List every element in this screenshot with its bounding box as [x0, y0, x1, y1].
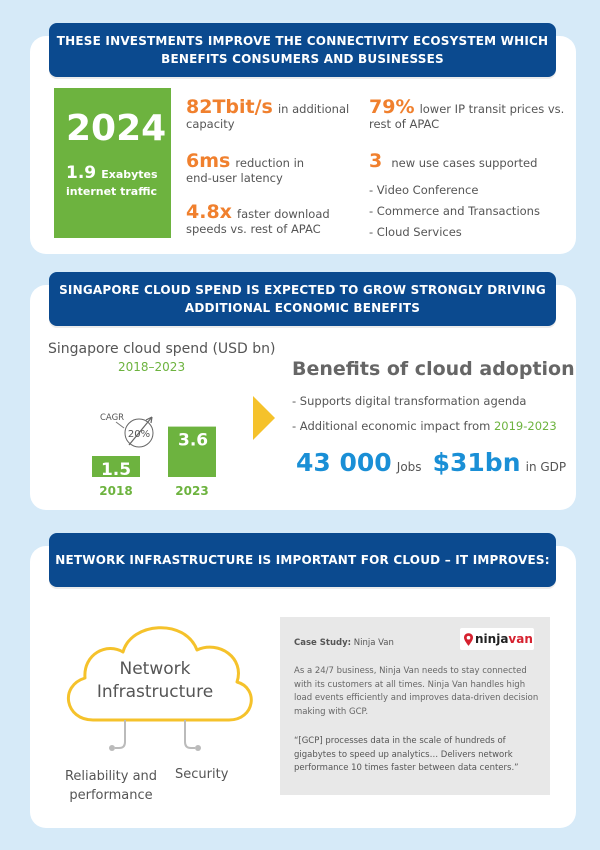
cagr-label: CAGR	[100, 413, 125, 423]
banner-network-text: NETWORK INFRASTRUCTURE IS IMPORTANT FOR CLOUD – IT IMPROVES:	[55, 553, 550, 567]
banner-connectivity	[49, 23, 556, 77]
stat-capacity-text1: in additional	[277, 102, 350, 116]
chart-title: Singapore cloud spend (USD bn)	[48, 341, 276, 357]
location-pin-icon	[464, 633, 473, 646]
stat-ip-value: 79%	[369, 96, 415, 118]
traffic-unit: Exabytes	[101, 168, 158, 181]
use-case-list	[369, 180, 569, 243]
chart-period: 2018–2023	[118, 360, 186, 374]
cagr-value: 20%	[127, 429, 151, 440]
stat-capacity	[186, 96, 356, 132]
bar-category-label: 2023	[175, 484, 209, 498]
stat-ip-text2: rest of APAC	[369, 117, 440, 131]
use-case-item: - Commerce and Transactions	[369, 204, 540, 218]
gdp-label: in GDP	[525, 460, 567, 474]
stat-use-cases	[369, 150, 569, 172]
economic-impact	[296, 448, 566, 477]
jobs-value: 43 000	[296, 448, 392, 477]
connector-left	[115, 720, 125, 748]
case-study-quote: “[GCP] processes data in the scale of hundreds of gigabytes to speed up analytics… Delivers network performance 10 times faster between data centers.”	[294, 736, 519, 773]
reliability-line2: performance	[69, 788, 153, 803]
stat-download-value: 4.8x	[186, 201, 232, 223]
traffic-stat	[66, 163, 158, 183]
cloud-label-line2: Infrastructure	[96, 682, 214, 702]
benefit-security: Security	[175, 767, 229, 782]
ninjavan-logo	[460, 628, 534, 650]
year-label: 2024	[66, 108, 167, 149]
bar-value-label: 3.6	[178, 430, 209, 451]
traffic-label: internet traffic	[66, 185, 158, 198]
stat-download	[186, 201, 356, 237]
network-cloud-graphic	[55, 604, 265, 764]
benefit-item-2	[292, 418, 557, 434]
year-box	[54, 88, 171, 238]
banner-cloud-spend	[49, 272, 556, 326]
banner-connectivity-line1: THESE INVESTMENTS IMPROVE THE CONNECTIVITY ECOSYSTEM WHICH	[56, 34, 549, 48]
use-case-item: - Video Conference	[369, 183, 479, 197]
case-study-paragraph-1: As a 24/7 business, Ninja Van needs to stay connected with its customers at all times. Ninja Van handles high load events efficiently and improves data-driven decision making with GCP.	[294, 666, 539, 717]
jobs-label: Jobs	[396, 460, 422, 474]
reliability-line1: Reliability and	[64, 769, 158, 784]
stat-capacity-value: 82Tbit/s	[186, 96, 273, 118]
bar-value-label: 1.5	[100, 460, 132, 480]
connector-left-dot	[109, 745, 115, 751]
banner-connectivity-line2: BENEFITS CONSUMERS AND BUSINESSES	[161, 52, 444, 66]
benefit-reliability	[56, 767, 166, 805]
stat-usecases-text1: new use cases supported	[391, 156, 538, 170]
gdp-value: $31bn	[432, 448, 521, 477]
banner-cloud-line1: SINGAPORE CLOUD SPEND IS EXPECTED TO GROW STRONGLY DRIVING	[59, 283, 546, 297]
use-case-item: - Cloud Services	[369, 225, 462, 239]
bar-category-label: 2018	[99, 484, 133, 498]
traffic-value: 1.9	[66, 163, 97, 183]
stat-ip-transit	[369, 96, 569, 132]
logo-text-van: van	[508, 632, 533, 646]
stat-latency-text1: reduction in	[235, 156, 305, 170]
banner-cloud-line2: ADDITIONAL ECONOMIC BENEFITS	[184, 301, 421, 315]
benefit-item-2-text: - Additional economic impact from	[292, 419, 491, 433]
connector-right	[185, 720, 195, 748]
stat-latency-value: 6ms	[186, 150, 231, 172]
case-study-label: Case Study:	[294, 638, 352, 648]
stat-capacity-text2: capacity	[186, 117, 235, 131]
stat-ip-text1: lower IP transit prices vs.	[419, 102, 565, 116]
stat-download-text2: speeds vs. rest of APAC	[186, 222, 321, 236]
case-study-company: Ninja Van	[353, 638, 394, 648]
stat-download-text1: faster download	[237, 207, 330, 221]
cloud-label-line1: Network	[119, 659, 191, 679]
benefit-item-2-period: 2019-2023	[493, 419, 557, 433]
logo-text-ninja: ninja	[475, 632, 509, 646]
stat-usecases-value: 3	[369, 150, 383, 172]
benefits-title: Benefits of cloud adoption	[292, 358, 575, 380]
connector-right-dot	[195, 745, 201, 751]
benefits-arrow	[253, 396, 275, 440]
stat-latency-text2: end-user latency	[186, 171, 283, 185]
cloud-spend-chart	[80, 395, 230, 505]
stat-latency	[186, 150, 356, 186]
case-study-heading	[294, 638, 394, 648]
case-study-box	[280, 617, 550, 795]
benefit-item-1: - Supports digital transformation agenda	[292, 394, 527, 408]
banner-network	[49, 533, 556, 587]
